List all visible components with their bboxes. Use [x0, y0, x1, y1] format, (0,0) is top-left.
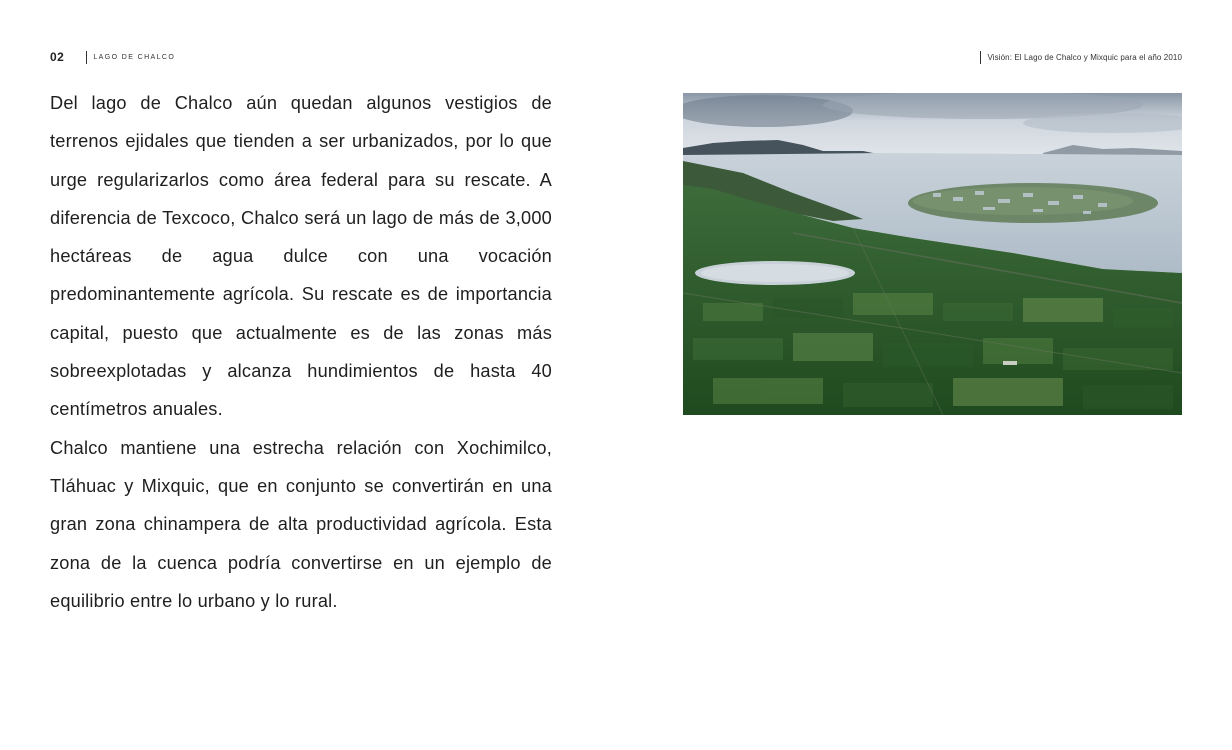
body-text	[50, 84, 552, 620]
paragraph: Chalco mantiene una estrecha relación con Xochimilco, Tláhuac y Mixquic, que en conjunto se convertirán en una gran zona chinampera de alta productividad agrícola. Esta zona de la cuenca podría convertirse en un ejemplo de equilibrio entre lo urbano y lo rural.	[50, 437, 552, 611]
header-divider	[980, 51, 981, 64]
header-divider	[86, 51, 87, 64]
page-header-right	[980, 49, 1182, 65]
paragraph: Del lago de Chalco aún quedan algunos vestigios de terrenos ejidales que tienden a ser urbanizados, por lo que urge regularizarlos como área federal para su rescate. A diferencia de Texcoco, Chalco será un lago de más de 3,000 hectáreas de agua dulce con una vocación predominantemente agrícola. Su rescate es de importancia capital, puesto que actualmente es de las zonas más sobreexplotadas y alcanza hundimientos de hasta 40 centímetros anuales.	[50, 93, 552, 420]
section-label: LAGO DE CHALCO	[93, 53, 176, 61]
aerial-lake-photo	[683, 93, 1182, 415]
page-header-left	[50, 49, 175, 65]
running-title: Visión: El Lago de Chalco y Mixquic para el año 2010	[987, 52, 1182, 62]
aerial-lake-illustration	[683, 93, 1182, 415]
page-number: 02	[50, 50, 65, 64]
